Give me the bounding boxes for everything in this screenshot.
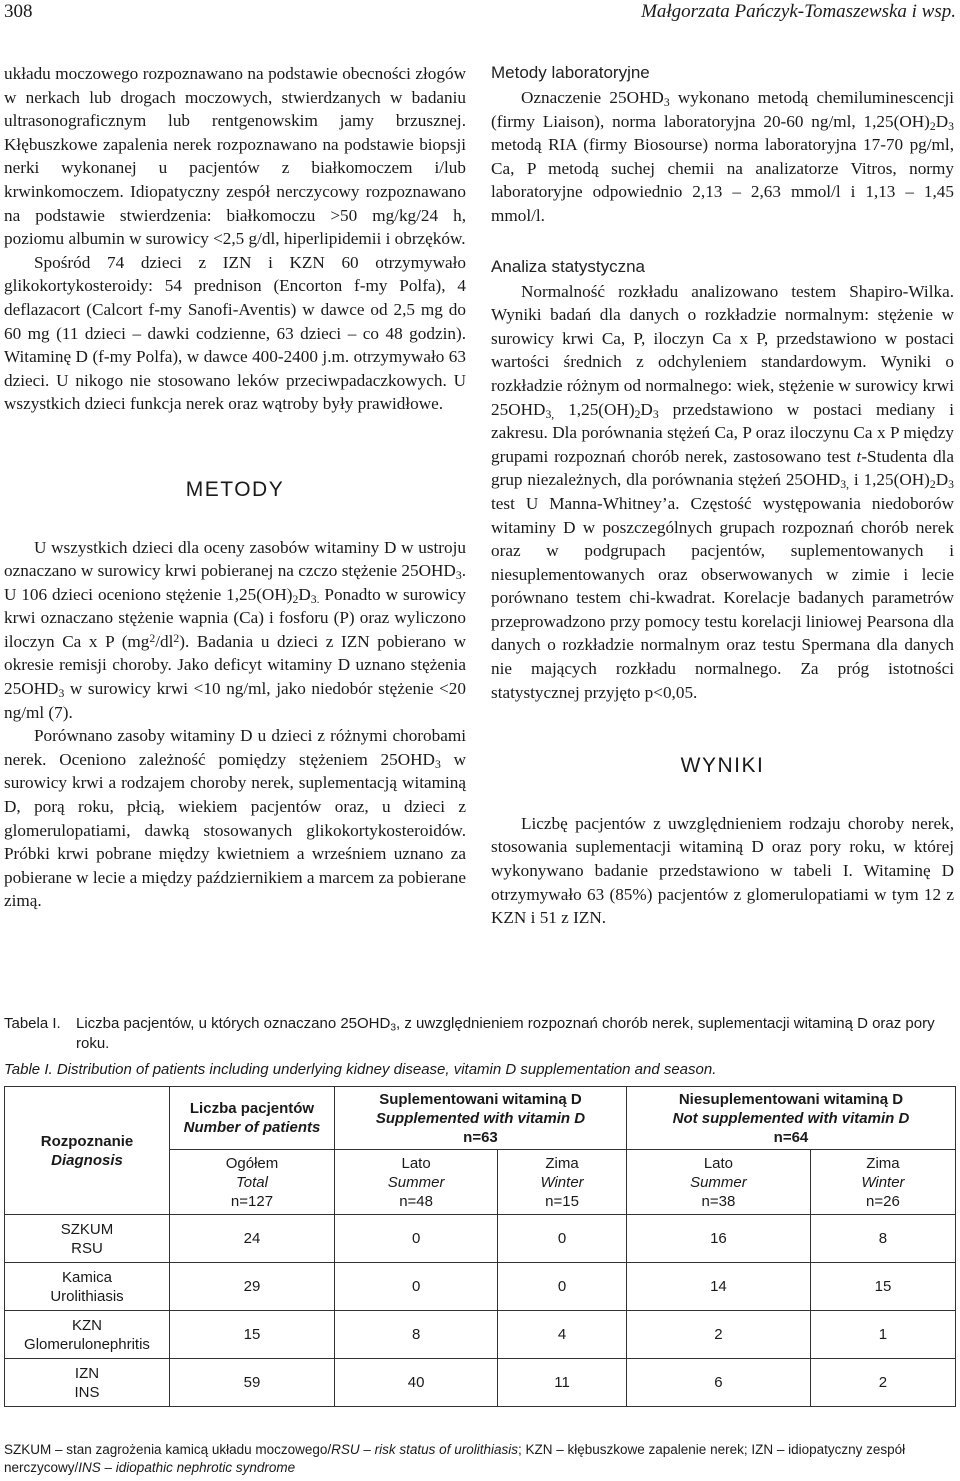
- cell-supp-summer: 0: [335, 1215, 498, 1263]
- cell-supp-winter: 11: [498, 1359, 627, 1407]
- table-label: Tabela I.: [4, 1015, 61, 1032]
- cell-nonsupp-summer: 16: [626, 1215, 810, 1263]
- section-heading-metody: METODY: [185, 477, 285, 501]
- section-heading-wyniki: WYNIKI: [680, 754, 765, 778]
- subheading-statistics: Analiza statystyczna: [491, 256, 646, 276]
- cell-supp-summer: 0: [335, 1263, 498, 1311]
- cell-supp-summer: 8: [335, 1311, 498, 1359]
- table-caption-en: Table I. Distribution of patients including underlying kidney disease, vitamin D supplementation and season.: [4, 1061, 717, 1078]
- column-header-not-supplemented: Niesuplementowani witaminą D Not supplemented with vitamin D n=64: [626, 1087, 955, 1150]
- paragraph: Liczbę pacjentów z uwzględnieniem rodzaju choroby nerek, stosowania suplementacji witaminą D oraz pory roku, w której wykonywano badanie przedstawiono w tabeli I. Witaminę D otrzymywało 63 (85%) pacjentów z glomerulopatiami w tym 12 z KZN i 51 z IZN.: [491, 813, 954, 928]
- column-header-supplemented: Suplementowani witaminą D Supplemented with vitamin D n=63: [335, 1087, 627, 1150]
- subheader-nonsupp-winter: Zima Winter n=26: [810, 1150, 955, 1215]
- cell-nonsupp-winter: 2: [810, 1359, 955, 1407]
- table-caption-pl: [4, 1014, 956, 1054]
- subheader-total: Ogółem Total n=127: [170, 1150, 335, 1215]
- table-row: [5, 1311, 956, 1359]
- cell-total: 15: [170, 1311, 335, 1359]
- cell-nonsupp-winter: 8: [810, 1215, 955, 1263]
- cell-total: 29: [170, 1263, 335, 1311]
- cell-supp-winter: 0: [498, 1263, 627, 1311]
- data-table: [4, 1086, 956, 1407]
- cell-supp-winter: 4: [498, 1311, 627, 1359]
- table-block: [4, 1014, 956, 1407]
- column-header-count: Liczba pacjentów Number of patients: [170, 1087, 335, 1150]
- running-head: [0, 0, 960, 28]
- paragraph: układu moczowego rozpoznawano na podstawie obecności złogów w nerkach lub drogach moczowych, stwierdzanych w badaniu ultrasonograficznym lub rentgenowskim jamy brzusznej. Kłębuszkowe zapalenia nerek rozpoznawano na podstawie biopsji nerki wykonanej u pacjentów z białkomoczem i/lub krwinkomoczem. Idiopatyczny zespół nerczycowy rozpoznawano na podstawie stwierdzenia: białkomoczu >50 mg/kg/24 h, poziomu albumin w surowicy <2,5 g/dl, hiperlipidemii i obrzęków.: [4, 64, 466, 249]
- subheading-lab-methods: Metody laboratoryjne: [491, 63, 650, 82]
- cell-nonsupp-summer: 6: [626, 1359, 810, 1407]
- right-column: [491, 62, 954, 930]
- left-column: [4, 62, 466, 913]
- column-header-diagnosis: Rozpoznanie Diagnosis: [5, 1087, 170, 1215]
- paragraph: Oznaczenie $25OHD_3$ wykonano metodą chemiluminescencji (firmy Liaison), norma laboratoryjna 20-60 ng/ml, $1,25(OH)_2D_3$ metodą RIA (firmy Biosourse) norma laboratoryjna 17-70 pg/ml, Ca, P metodą suchej chemii na analizatorze Vitros, normy laboratoryjne odpowiednio 2,13 – 2,63 mmol/l i 1,13 – 1,45 mmol/l.: [491, 88, 954, 225]
- cell-supp-summer: 40: [335, 1359, 498, 1407]
- row-diagnosis: KZN Glomerulonephritis: [5, 1311, 170, 1359]
- row-diagnosis: IZN INS: [5, 1359, 170, 1407]
- cell-nonsupp-summer: 2: [626, 1311, 810, 1359]
- paragraph: U wszystkich dzieci dla oceny zasobów witaminy D w ustroju oznaczano w surowicy krwi pobieranej na czczo stężenie $25OHD_3$. U 106 dzieci oceniono stężenie $1,25(OH)_2D_{3.}$ Ponadto w surowicy krwi oznaczano stężenie wapnia (Ca) i fosforu (P) oraz wyliczono iloczyn Ca x P $(mg^2/dl^2)$. Badania u dzieci z IZN pobierano w okresie remisji choroby. Jako deficyt witaminy D uznano stężenia $25OHD_3$ w surowicy krwi <10 ng/ml, jako niedobór stężenie <20 ng/ml (7).: [4, 537, 467, 722]
- cell-nonsupp-winter: 1: [810, 1311, 955, 1359]
- running-title: Małgorzata Pańczyk-Tomaszewska i wsp.: [641, 1, 956, 22]
- cell-total: 59: [170, 1359, 335, 1407]
- table-row: [5, 1263, 956, 1311]
- subheader-supp-summer: Lato Summer n=48: [335, 1150, 498, 1215]
- paragraph: Porównano zasoby witaminy D u dzieci z różnymi chorobami nerek. Oceniono zależność pomiędzy stężeniem $25OHD_3$ w surowicy krwi a rodzajem choroby nerek, suplementacją witaminą D, porą roku, płcią, wiekiem pacjentów oraz, u dzieci z glomerulopatiami, dawką stosowanych glikokortykosteroidów. Próbki krwi pobrane między kwietniem a wrześniem uznano za pobierane w lecie a między październikiem a marcem za pobierane zimą.: [4, 726, 466, 911]
- row-diagnosis: Kamica Urolithiasis: [5, 1263, 170, 1311]
- row-diagnosis: SZKUM RSU: [5, 1215, 170, 1263]
- page-number: 308: [4, 1, 33, 22]
- paragraph: Normalność rozkładu analizowano testem Shapiro-Wilka. Wyniki badań dla danych o rozkładzie normalnym: stężenie w surowicy krwi Ca, P, iloczyn Ca x P, przedstawiono w postaci wartości średnich z odchyleniem standardowym. Wyniki o rozkładzie różnym od normalnego: wiek, stężenie w surowicy krwi $25OHD_{3,}$ $1,25(OH)_2D_3$ przedstawiono w postaci mediany i zakresu. Dla porównania stężeń Ca, P oraz iloczynu Ca x P między grupami rozpoznań chorób nerek, zastosowano test t-Studenta dla grup niezależnych, dla porównania stężeń $25OHD_{3,}$ i $1,25(OH)_2D_3$ test U Manna-Whitney’a. Częstość występowania niedoborów witaminy D w poszczególnych grupach rozpoznań chorób nerek oraz w podgrupach pacjentów, suplementowanych i niesuplementowanych oraz obserwowanych w zimie i lecie porównano testem chi-kwadrat. Korelacje badanych parametrów przeprowadzono przy pomocy testu korelacji liniowej Pearsona dla danych o rozkładzie normalnym oraz testu Spermana dla danych nie mających rozkładu normalnego. Za próg istotności statystycznej przyjęto p<0,05.: [491, 281, 954, 702]
- cell-nonsupp-winter: 15: [810, 1263, 955, 1311]
- table-footnote: SZKUM – stan zagrożenia kamicą układu moczowego/RSU – risk status of urolithiasis; KZN – kłębuszkowe zapalenie nerek; IZN – idiopatyczny zespół nerczycowy/INS – idiopathic nephrotic syndrome: [4, 1442, 906, 1475]
- table-row: [5, 1215, 956, 1263]
- table-caption-text: Liczba pacjentów, u których oznaczano $25OHD_3$, z uwzględnieniem rozpoznań chorób nerek, suplementacji witaminą D oraz pory roku.: [76, 1015, 935, 1052]
- subheader-supp-winter: Zima Winter n=15: [498, 1150, 627, 1215]
- table-header-row: [5, 1087, 956, 1150]
- cell-total: 24: [170, 1215, 335, 1263]
- table-row: [5, 1359, 956, 1407]
- subheader-nonsupp-summer: Lato Summer n=38: [626, 1150, 810, 1215]
- cell-supp-winter: 0: [498, 1215, 627, 1263]
- paragraph: Spośród 74 dzieci z IZN i KZN 60 otrzymywało glikokortykosteroidy: 54 prednison (Encorton f-my Polfa), 4 deflazacort (Calcort f-my Sanofi-Aventis) w dawce od 2,5 mg do 60 mg (11 dzieci – dawki codzienne, 63 dzieci – co 48 godzin). Witaminę D (f-my Polfa), w dawce 400-2400 j.m. otrzymywało 63 dzieci. U nikogo nie stosowano leków przeciwpadaczkowych. U wszystkich dzieci funkcja nerek oraz wątroby były prawidłowe.: [4, 252, 466, 414]
- cell-nonsupp-summer: 14: [626, 1263, 810, 1311]
